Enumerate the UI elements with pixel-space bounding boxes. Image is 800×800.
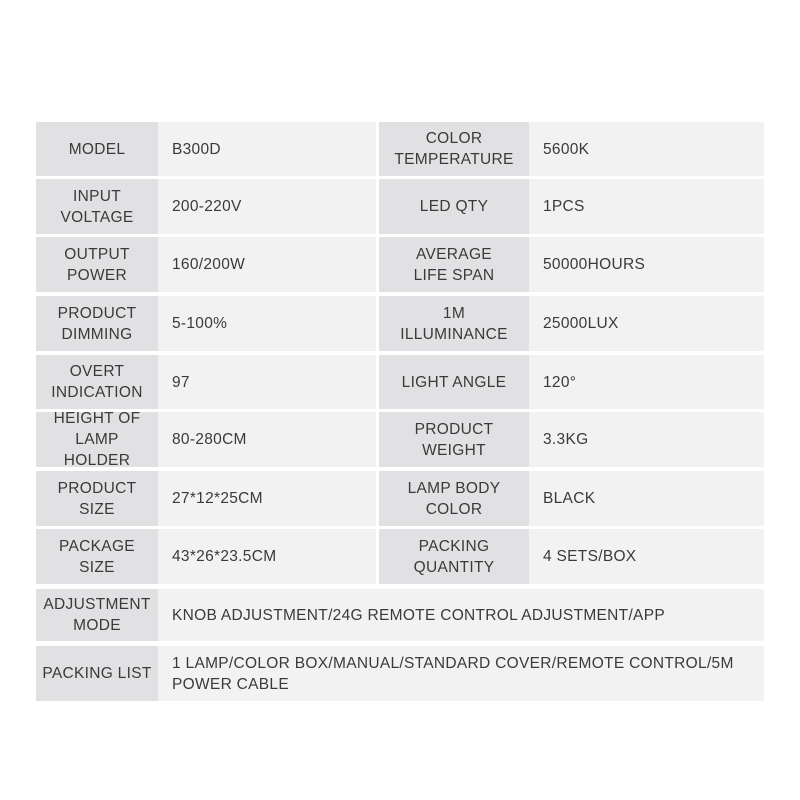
spec-value: 80-280CM	[158, 412, 376, 467]
spec-value: 1PCS	[529, 179, 764, 234]
spec-label: PACKING QUANTITY	[379, 529, 529, 584]
spec-label: LED QTY	[379, 179, 529, 234]
spec-label: INPUT VOLTAGE	[36, 179, 158, 234]
spec-row-model	[36, 122, 764, 176]
spec-value: 200-220V	[158, 179, 376, 234]
spec-label: PACKING LIST	[36, 646, 158, 701]
spec-value: 43*26*23.5CM	[158, 529, 376, 584]
spec-label: HEIGHT OF LAMP HOLDER	[36, 412, 158, 467]
spec-row-holder	[36, 412, 764, 467]
spec-label: COLOR TEMPERATURE	[379, 122, 529, 176]
spec-row-size	[36, 471, 764, 526]
spec-label: PRODUCT WEIGHT	[379, 412, 529, 467]
spec-value: BLACK	[529, 471, 764, 526]
spec-row-indication	[36, 355, 764, 409]
spec-value: 5-100%	[158, 296, 376, 351]
spec-label: ADJUSTMENT MODE	[36, 589, 158, 641]
spec-value: 160/200W	[158, 237, 376, 292]
spec-label: AVERAGE LIFE SPAN	[379, 237, 529, 292]
spec-label: PACKAGE SIZE	[36, 529, 158, 584]
spec-value: 50000HOURS	[529, 237, 764, 292]
spec-value: B300D	[158, 122, 376, 176]
spec-row-power	[36, 237, 764, 292]
spec-row-packing-list	[36, 646, 764, 701]
spec-row-adjustment	[36, 589, 764, 641]
spec-label: LIGHT ANGLE	[379, 355, 529, 409]
spec-label: OVERT INDICATION	[36, 355, 158, 409]
spec-value: 27*12*25CM	[158, 471, 376, 526]
spec-value: 25000LUX	[529, 296, 764, 351]
spec-label: 1M ILLUMINANCE	[379, 296, 529, 351]
spec-value: KNOB ADJUSTMENT/24G REMOTE CONTROL ADJUSTMENT/APP	[158, 589, 764, 641]
spec-value: 4 SETS/BOX	[529, 529, 764, 584]
spec-label: PRODUCT SIZE	[36, 471, 158, 526]
spec-label: LAMP BODY COLOR	[379, 471, 529, 526]
spec-label: PRODUCT DIMMING	[36, 296, 158, 351]
spec-value: 3.3KG	[529, 412, 764, 467]
spec-value: 5600K	[529, 122, 764, 176]
spec-value: 1 LAMP/COLOR BOX/MANUAL/STANDARD COVER/REMOTE CONTROL/5M POWER CABLE	[158, 646, 764, 701]
spec-row-package	[36, 529, 764, 584]
spec-label: OUTPUT POWER	[36, 237, 158, 292]
spec-row-voltage	[36, 179, 764, 234]
spec-row-dimming	[36, 296, 764, 351]
spec-label: MODEL	[36, 122, 158, 176]
spec-value: 97	[158, 355, 376, 409]
spec-value: 120°	[529, 355, 764, 409]
